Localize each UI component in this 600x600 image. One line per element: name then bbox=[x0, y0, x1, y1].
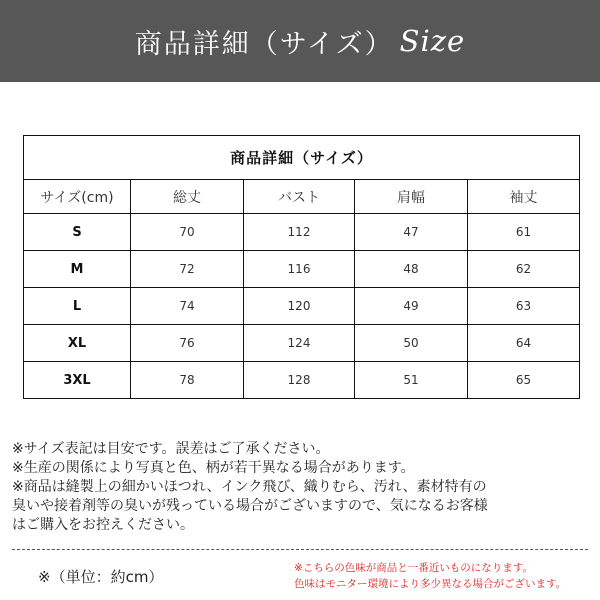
bust-cell: 120 bbox=[244, 288, 355, 325]
table-caption-row bbox=[24, 136, 580, 180]
unit-note: ※（単位：約cm） bbox=[38, 568, 164, 586]
bust-cell: 124 bbox=[244, 325, 355, 362]
bust-cell: 116 bbox=[244, 251, 355, 288]
sleeve-cell: 64 bbox=[468, 325, 580, 362]
size-cell: L bbox=[24, 288, 131, 325]
banner-title: 商品詳細（サイズ） bbox=[134, 28, 394, 60]
header-bust: バスト bbox=[244, 180, 355, 214]
header-shoulder: 肩幅 bbox=[355, 180, 468, 214]
length-cell: 78 bbox=[131, 362, 244, 399]
banner-script-title: Size bbox=[399, 24, 466, 58]
table-row bbox=[24, 251, 580, 288]
size-cell: XL bbox=[24, 325, 131, 362]
table-row bbox=[24, 362, 580, 399]
sleeve-cell: 62 bbox=[468, 251, 580, 288]
table-caption: 商品詳細（サイズ） bbox=[24, 136, 580, 180]
size-table bbox=[23, 135, 580, 399]
size-cell: 3XL bbox=[24, 362, 131, 399]
header-length: 総丈 bbox=[131, 180, 244, 214]
length-cell: 70 bbox=[131, 214, 244, 251]
note-line: ※サイズ表記は目安です。誤差はご了承ください。 bbox=[12, 441, 330, 457]
color-note-line: ※こちらの色味が商品と一番近いものになります。 bbox=[294, 562, 533, 574]
color-note bbox=[294, 560, 594, 592]
dashed-divider bbox=[12, 549, 588, 550]
size-cell: S bbox=[24, 214, 131, 251]
size-cell: M bbox=[24, 251, 131, 288]
header-sleeve: 袖丈 bbox=[468, 180, 580, 214]
header-size: サイズ(cm) bbox=[24, 180, 131, 214]
sleeve-cell: 63 bbox=[468, 288, 580, 325]
length-cell: 72 bbox=[131, 251, 244, 288]
shoulder-cell: 47 bbox=[355, 214, 468, 251]
note-line: 臭いや接着剤等の臭いが残っている場合がございますので、気になるお客様 bbox=[12, 498, 488, 514]
shoulder-cell: 49 bbox=[355, 288, 468, 325]
table-row bbox=[24, 288, 580, 325]
bust-cell: 128 bbox=[244, 362, 355, 399]
table-header-row bbox=[24, 180, 580, 214]
shoulder-cell: 48 bbox=[355, 251, 468, 288]
note-line: ※商品は縫製上の細かいほつれ、インク飛び、織りむら、汚れ、素材特有の bbox=[12, 479, 487, 495]
length-cell: 74 bbox=[131, 288, 244, 325]
table-row bbox=[24, 325, 580, 362]
bust-cell: 112 bbox=[244, 214, 355, 251]
note-line: ※生産の関係により写真と色、柄が若干異なる場合があります。 bbox=[12, 460, 415, 476]
notes-block bbox=[12, 440, 592, 535]
shoulder-cell: 50 bbox=[355, 325, 468, 362]
title-banner bbox=[0, 0, 600, 82]
sleeve-cell: 65 bbox=[468, 362, 580, 399]
note-line: はご購入をお控えください。 bbox=[12, 517, 194, 533]
sleeve-cell: 61 bbox=[468, 214, 580, 251]
shoulder-cell: 51 bbox=[355, 362, 468, 399]
table-row bbox=[24, 214, 580, 251]
color-note-line: 色味はモニター環境により多少異なる場合がございます。 bbox=[294, 578, 567, 590]
length-cell: 76 bbox=[131, 325, 244, 362]
